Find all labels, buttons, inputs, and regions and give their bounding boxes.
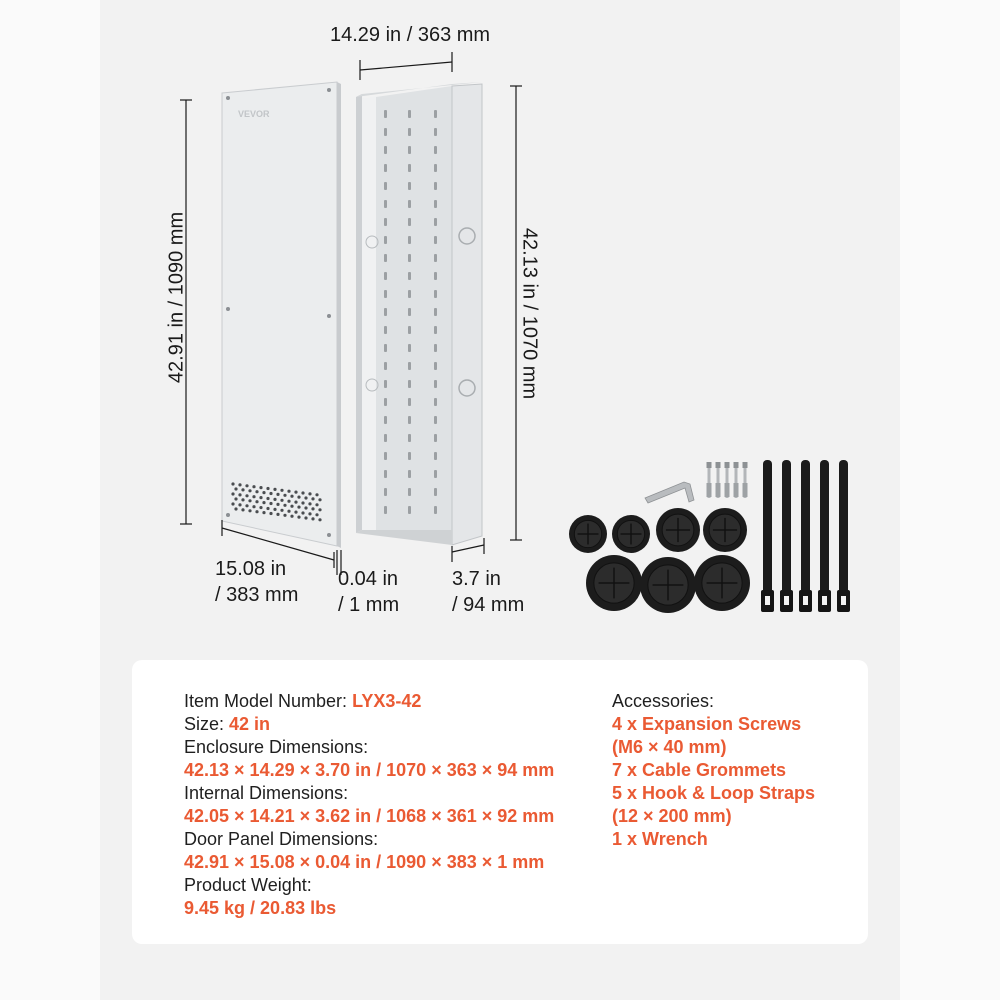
door-panel-dimensions-value: 42.91 × 15.08 × 0.04 in / 1090 × 383 × 1 mm — [184, 852, 545, 872]
depth-label-1: 3.7 in — [452, 568, 501, 590]
door-panel — [222, 82, 341, 548]
model-number-value: LYX3-42 — [352, 691, 422, 711]
model-number-label: Item Model Number: — [184, 691, 353, 711]
brand-logo: VEVOR — [238, 109, 270, 119]
accessory-item: (M6 × 40 mm) — [612, 737, 727, 757]
cable-grommets-icon — [569, 508, 750, 613]
accessory-item: 7 x Cable Grommets — [612, 760, 787, 780]
accessory-item: 1 x Wrench — [612, 829, 708, 849]
internal-dimensions-label: Internal Dimensions: — [184, 783, 349, 803]
size-row — [184, 713, 554, 736]
specifications-list — [184, 690, 554, 920]
hook-loop-straps-icon — [761, 460, 850, 612]
specifications-card — [132, 660, 868, 944]
accessory-item: (12 × 200 mm) — [612, 806, 732, 826]
depth-label-2: / 94 mm — [452, 594, 525, 616]
door-height-label: 42.91 in / 1090 mm — [165, 211, 188, 384]
wrench-icon — [645, 482, 694, 503]
top-width-label: 14.29 in / 363 mm — [330, 24, 491, 46]
door-width-label-1: 15.08 in — [215, 558, 287, 580]
door-panel-dimensions-label: Door Panel Dimensions: — [184, 829, 379, 849]
accessories-label: Accessories: — [612, 691, 715, 711]
size-value: 42 in — [229, 714, 271, 734]
internal-dimensions-value: 42.05 × 14.21 × 3.62 in / 1068 × 361 × 92 mm — [184, 806, 555, 826]
model-number-row — [184, 690, 554, 713]
expansion-screws-icon — [707, 462, 748, 498]
size-label: Size: — [184, 714, 230, 734]
door-width-label-2: / 383 mm — [215, 584, 299, 606]
accessory-item: 4 x Expansion Screws — [612, 714, 802, 734]
product-weight-label: Product Weight: — [184, 875, 312, 895]
accessories-list — [612, 690, 815, 851]
door-thickness-label-2: / 1 mm — [338, 594, 400, 616]
door-thickness-label-1: 0.04 in — [338, 568, 399, 590]
box-height-label: 42.13 in / 1070 mm — [518, 227, 541, 400]
enclosure-dimensions-label: Enclosure Dimensions: — [184, 737, 369, 757]
accessories-illustration — [569, 460, 850, 613]
enclosure-box — [356, 82, 482, 545]
product-weight-value: 9.45 kg / 20.83 lbs — [184, 898, 337, 918]
accessory-item: 5 x Hook & Loop Straps — [612, 783, 816, 803]
enclosure-dimensions-value: 42.13 × 14.29 × 3.70 in / 1070 × 363 × 94 mm — [184, 760, 555, 780]
